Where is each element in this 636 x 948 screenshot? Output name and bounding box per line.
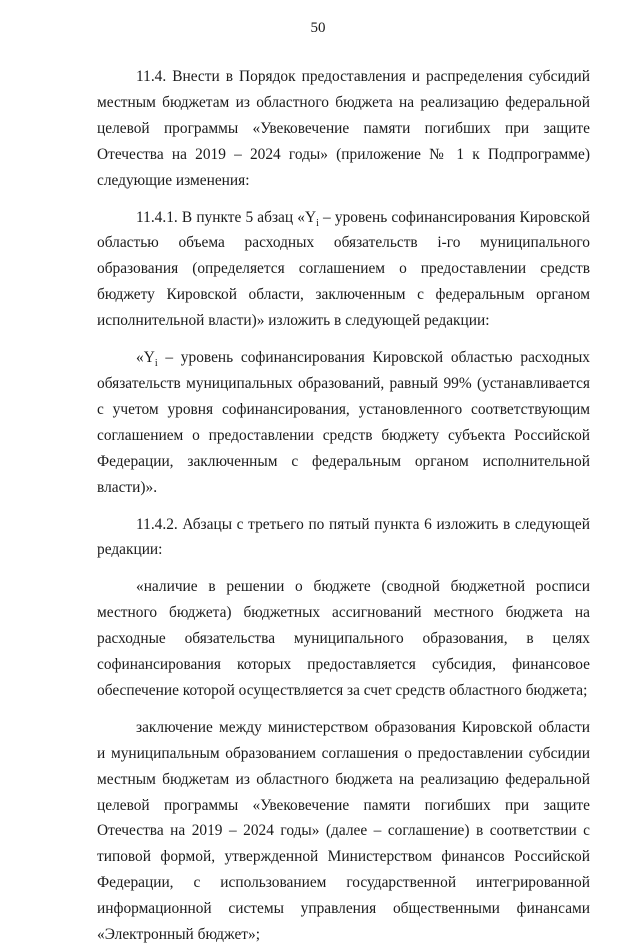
paragraph-11-4-2: 11.4.2. Абзацы с третьего по пятый пункта 6 изложить в следующей редакции: — [97, 515, 590, 559]
document-body — [97, 64, 590, 948]
paragraph-yi-definition: «$Y_i$ – уровень софинансирования Кировской областью расходных обязательств муниципальных образований, равный 99% (устанавливается с учетом уровня софинансирования, установленного соответствующим соглашением о предоставлении средств бюджету субъекта Российской Федерации, заключенным с федеральным органом исполнительной власти)». — [97, 349, 590, 496]
paragraph-11-4-1: 11.4.1. В пункте 5 абзац «$Y_i$ – уровень софинансирования Кировской областью объема расходных обязательств i-го муниципального образования (определяется соглашением о предоставлении средств бюджету Кировской области, заключенным с федеральным органом исполнительной власти)» изложить в следующей редакции: — [97, 208, 590, 330]
paragraph-agreement: заключение между министерством образования Кировской области и муниципальным образованием соглашения о предоставлении субсидии местным бюджетам из областного бюджета на реализацию федеральной целевой программы «Увековечение памяти погибших при защите Отечества на 2019 – 2024 годы» (далее – соглашение) в соответствии с типовой формой, утвержденной Министерством финансов Российской Федерации, с использованием государственной интегрированной информационной системы управления общественными финансами «Электронный бюджет»; — [97, 718, 590, 944]
paragraph-11-4: 11.4. Внести в Порядок предоставления и распределения субсидий местным бюджетам из областного бюджета на реализацию федеральной целевой программы «Увековечение памяти погибших при защите Отечества на 2019 – 2024 годы» (приложение № 1 к Подпрограмме) следующие изменения: — [97, 68, 590, 189]
paragraph-budget-allocation: «наличие в решении о бюджете (сводной бюджетной росписи местного бюджета) бюджетных ассигнований местного бюджета на расходные обязательства муниципального образования, в целях софинансирования которых предоставляется субсидия, финансовое обеспечение которой осуществляется за счет средств областного бюджета; — [97, 578, 590, 699]
page-number: 50 — [310, 20, 326, 36]
